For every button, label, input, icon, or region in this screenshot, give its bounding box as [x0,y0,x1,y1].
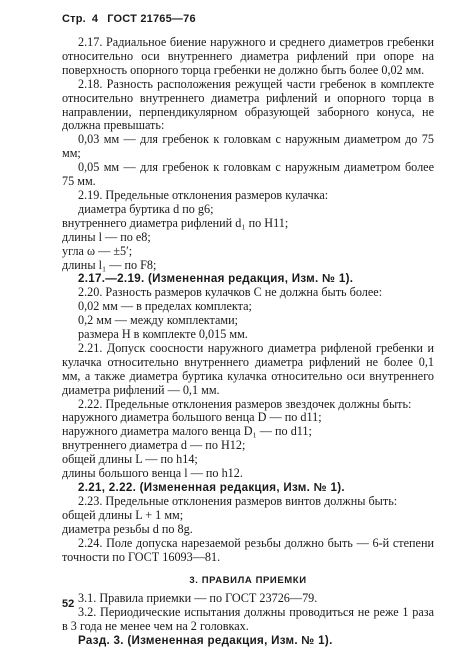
page-number-footer: 52 [62,598,75,610]
section-heading: 3. ПРАВИЛА ПРИЕМКИ [189,575,307,587]
paragraph: общей длины L + 1 мм; [62,507,184,522]
paragraph: внутреннего диаметра d — по Н12; [62,438,246,453]
paragraph: внутреннего диаметра рифлений d₁ по Н11; [62,215,289,230]
paragraph: 0,05 мм — для гребенок к головкам с наружным диаметром более 75 мм. [62,160,434,189]
paragraph: 2.17. Радиальное биение наружного и среднего диаметров гребенки относительно оси внутреннего диаметра рифлений при опоре на поверхность опорного торца гребенки не должно быть более 0,02 мм. [62,35,434,77]
paragraph: 0,03 мм — для гребенок к головкам с наружным диаметром до 75 мм; [62,132,434,161]
paragraph: диаметра резьбы d по 8g. [62,521,193,536]
paragraph: наружного диаметра малого венца D₁ — по d11; [62,424,312,439]
revision-note: Разд. 3. (Измененная редакция, Изм. № 1). [78,634,333,648]
paragraph: 3.2. Периодические испытания должны проводиться не реже 1 раза в 3 года не менее чем на 2 головках. [62,605,434,634]
paragraph: 2.23. Предельные отклонения размеров винтов должны быть: [78,493,398,508]
document-body [62,36,434,648]
paragraph: 2.19. Предельные отклонения размеров кулачка: [78,187,329,202]
paragraph: диаметра буртика d по g6; [78,201,214,216]
paragraph: 0,02 мм — в пределах комплекта; [78,299,252,314]
paragraph: 2.24. Поле допуска нарезаемой резьбы должно быть — 6-й степени точности по ГОСТ 16093—81. [62,535,434,564]
page-label: Стр. [62,13,86,25]
paragraph: угла ω — ±5′; [62,243,133,258]
revision-note: 2.17.—2.19. (Измененная редакция, Изм. № 1). [78,272,354,286]
paragraph: 0,2 мм — между комплектами; [78,313,239,328]
paragraph: наружного диаметра большого венца D — по d11; [62,410,322,425]
page-header [62,13,196,25]
standard-code: ГОСТ 21765—76 [107,13,196,25]
paragraph: длины l — по е8; [62,229,151,244]
paragraph: 2.21. Допуск соосности наружного диаметра рифленой гребенки и кулачка относительно внутреннего диаметра рифлений не более 0,1 мм, а также диаметра буртика кулачка относительно оси внутреннего диаметра рифлений — 0,1 мм. [62,340,434,397]
paragraph: размера Н в комплекте 0,015 мм. [78,327,248,342]
page-footer [62,598,74,610]
paragraph: длины l₁ — по F8; [62,257,157,272]
paragraph: 3.1. Правила приемки — по ГОСТ 23726—79. [78,591,318,606]
revision-note: 2.21, 2.22. (Измененная редакция, Изм. № 1). [78,481,345,494]
paragraph: общей длины L — по h14; [62,452,198,467]
page-number-header: 4 [91,13,99,25]
paragraph: 2.18. Разность расположения режущей части гребенок в комплекте относительно внутреннего диаметра рифлений и опорного торца в направлении, перпендикулярном образующей заборного конуса, не должна превышать: [62,76,434,133]
paragraph: длины большого венца l — по h12. [62,466,243,481]
paragraph: 2.22. Предельные отклонения размеров звездочек должны быть: [78,396,412,411]
paragraph: 2.20. Разность размеров кулачков С не должна быть более: [78,285,383,300]
